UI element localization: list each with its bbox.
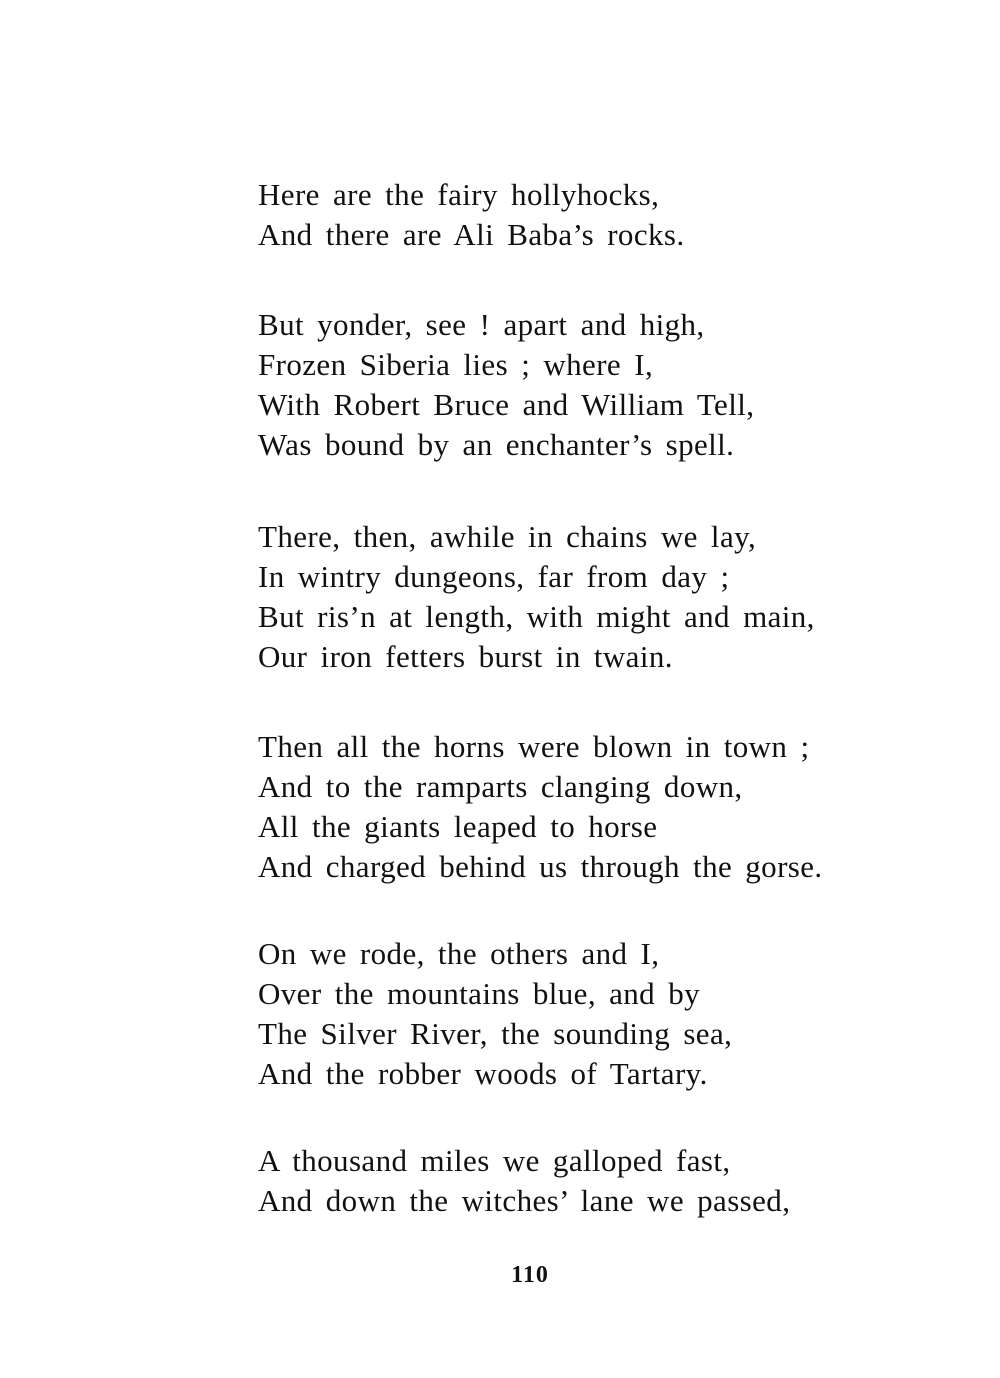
poem-line: All the giants leaped to horse bbox=[258, 809, 658, 844]
poem-line: Frozen Siberia lies ; where I, bbox=[258, 347, 654, 382]
stanza-5 bbox=[258, 934, 958, 1094]
poem-line: Over the mountains blue, and by bbox=[258, 976, 701, 1011]
poem-line: Then all the horns were blown in town ; bbox=[258, 729, 810, 764]
poem-line: There, then, awhile in chains we lay, bbox=[258, 519, 757, 554]
poem-line: And to the ramparts clanging down, bbox=[258, 769, 743, 804]
poem-line: Our iron fetters burst in twain. bbox=[258, 639, 673, 674]
poem-line: A thousand miles we galloped fast, bbox=[258, 1143, 731, 1178]
poem-line: But ris’n at length, with might and main, bbox=[258, 599, 815, 634]
page-number: 110 bbox=[511, 1262, 549, 1288]
poem-line: The Silver River, the sounding sea, bbox=[258, 1016, 733, 1051]
poem-line: With Robert Bruce and William Tell, bbox=[258, 387, 755, 422]
poem-line: And charged behind us through the gorse. bbox=[258, 849, 823, 884]
poem-line: And the robber woods of Tartary. bbox=[258, 1056, 708, 1091]
stanza-1 bbox=[258, 175, 958, 255]
poem-line: In wintry dungeons, far from day ; bbox=[258, 559, 730, 594]
poem-line: Was bound by an enchanter’s spell. bbox=[258, 427, 735, 462]
poem-line: And down the witches’ lane we passed, bbox=[258, 1183, 791, 1218]
poem-line: Here are the fairy hollyhocks, bbox=[258, 177, 660, 212]
stanza-4 bbox=[258, 727, 958, 887]
poem-line: But yonder, see ! apart and high, bbox=[258, 307, 705, 342]
stanza-3 bbox=[258, 517, 958, 677]
poem-line: And there are Ali Baba’s rocks. bbox=[258, 217, 685, 252]
stanza-6 bbox=[258, 1141, 958, 1221]
poem-line: On we rode, the others and I, bbox=[258, 936, 660, 971]
stanza-2 bbox=[258, 305, 958, 465]
